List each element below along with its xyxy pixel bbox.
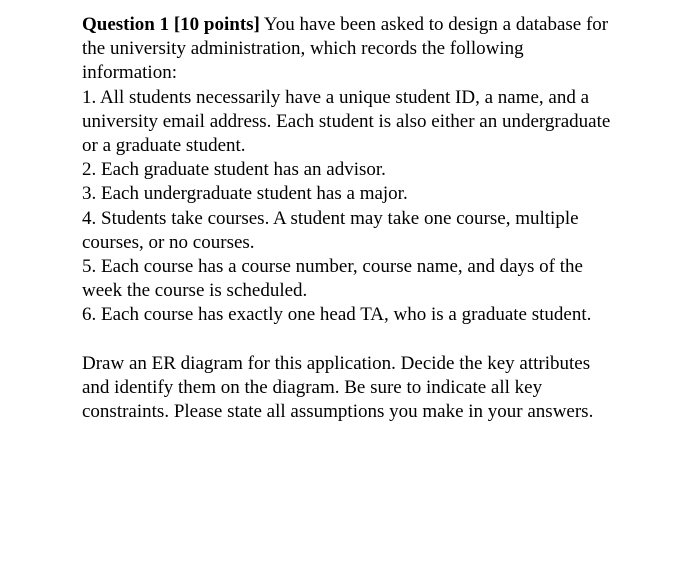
requirement-item-3: 3. Each undergraduate student has a major.: [82, 183, 408, 205]
question-heading: Question 1 [10 points]: [82, 14, 260, 35]
instructions-paragraph: Draw an ER diagram for this application. Decide the key attributes and identify them on the diagram. Be sure to indicate all key constraints. Please state all assumptions you make in your answers.: [82, 352, 594, 423]
requirement-item-1: 1. All students necessarily have a unique student ID, a name, and a university email address. Each student is also either an undergraduate or a graduate student.: [82, 86, 611, 157]
question-document: [82, 13, 622, 424]
requirement-item-5: 5. Each course has a course number, course name, and days of the week the course is scheduled.: [82, 256, 583, 302]
question-intro-paragraph: [82, 13, 622, 86]
requirement-item-6: 6. Each course has exactly one head TA, who is a graduate student.: [82, 304, 592, 326]
requirement-item-2: 2. Each graduate student has an advisor.: [82, 159, 386, 181]
question-intro: You have been asked to design a database for the university administration, which records the following information:: [82, 14, 609, 84]
requirement-item-4: 4. Students take courses. A student may take one course, multiple courses, or no courses.: [82, 207, 579, 253]
paragraph-gap: [82, 328, 622, 352]
